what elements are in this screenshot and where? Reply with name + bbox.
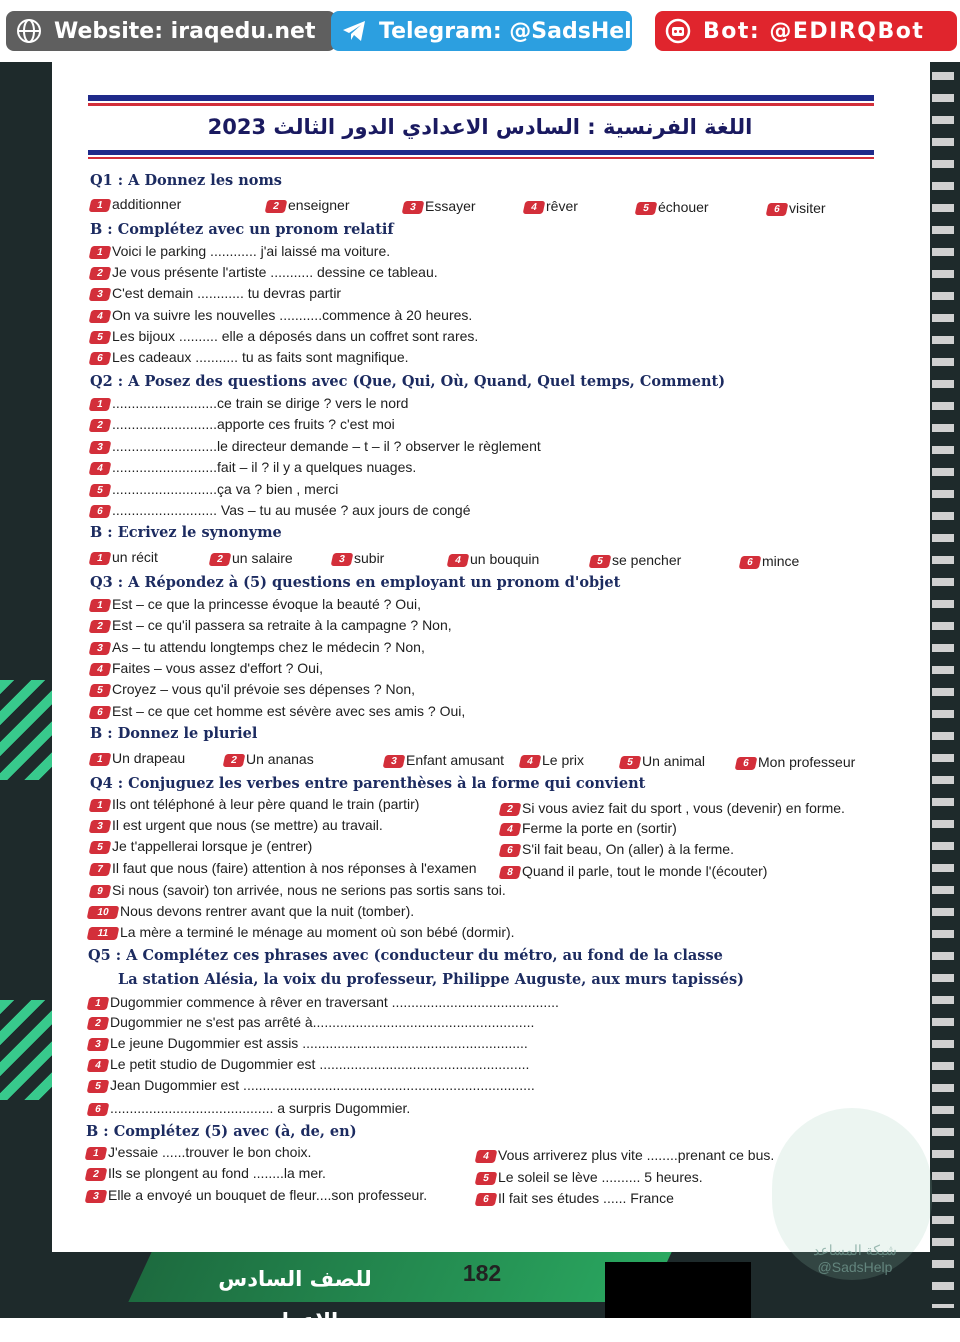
q2-b-item: 2 un salaire <box>210 550 293 566</box>
q3-item: 4 Faites – vous assez d'effort ? Oui, <box>90 660 323 676</box>
q2-b-item: 1 un récit <box>90 549 158 565</box>
q5-b-item: 1 J'essaie ......trouver le bon choix. <box>86 1144 311 1160</box>
q2-b-item: 5 se pencher <box>590 552 681 568</box>
q5-heading-words: La station Alésia, la voix du professeur, Philippe Auguste, aux murs tapissés) <box>118 971 745 988</box>
number-badge: 5 <box>89 331 112 344</box>
number-badge: 4 <box>89 663 112 676</box>
q3-item: 2 Est – ce qu'il passera sa retraite à la campagne ? Non, <box>90 617 452 633</box>
q5-item: 2 Dugommier ne s'est pas arrêté à......................................................... <box>88 1014 534 1030</box>
number-badge: 1 <box>89 552 112 565</box>
paper-sheet <box>52 62 930 1252</box>
number-badge: 5 <box>89 841 112 854</box>
q3-b-item: 3 Enfant amusant <box>384 752 504 768</box>
q2-b-item: 4 un bouquin <box>448 551 539 567</box>
number-badge: 6 <box>766 203 789 216</box>
q1-b-item: 1 Voici le parking ............ j'ai laissé ma voiture. <box>90 243 390 259</box>
website-link[interactable] <box>6 11 336 51</box>
number-badge: 4 <box>447 554 470 567</box>
number-badge: 6 <box>87 1103 110 1116</box>
number-badge: 5 <box>619 756 642 769</box>
q4-item: 11 La mère a terminé le ménage au moment où son bébé (dormir). <box>88 924 515 940</box>
telegram-link[interactable] <box>331 11 648 51</box>
q1-b-item: 3 C'est demain ............ tu devras partir <box>90 285 341 301</box>
number-badge: 3 <box>89 820 112 833</box>
number-badge: 1 <box>89 799 112 812</box>
q4-heading: Q4 : Conjuguez les verbes entre parenthèses à la forme qui convient <box>90 775 646 792</box>
telegram-icon <box>341 18 367 44</box>
q1-b-item: 5 Les bijoux .......... elle a déposés dans un coffret sont rares. <box>90 328 478 344</box>
number-badge: 6 <box>735 757 758 770</box>
q2-item: 3 ...........................le directeur demande – t – il ? observer le règlement <box>90 438 541 454</box>
number-badge: 3 <box>89 441 112 454</box>
q5-b-item: 4 Vous arriverez plus vite ........prenant ce bus. <box>476 1147 774 1163</box>
number-badge: 5 <box>589 555 612 568</box>
q3-item: 3 As – tu attendu longtemps chez le médecin ? Non, <box>90 639 425 655</box>
footer-grade: للصف السادس الاعدادي <box>218 1267 372 1333</box>
q3-b-item: 2 Un ananas <box>224 751 314 767</box>
q2-b-heading: B : Ecrivez le synonyme <box>90 524 282 541</box>
q4-item: 6 S'il fait beau, On (aller) à la ferme. <box>500 841 734 857</box>
number-badge: 2 <box>85 1168 108 1181</box>
number-badge: 4 <box>523 201 546 214</box>
number-badge: 6 <box>89 352 112 365</box>
q2-item: 1 ...........................ce train se dirige ? vers le nord <box>90 395 408 411</box>
number-badge: 3 <box>383 755 406 768</box>
title-rule <box>88 150 874 155</box>
q2-item: 6 ........................... Vas – tu au musée ? aux jours de congé <box>90 502 470 518</box>
decor-ribbon <box>0 680 52 780</box>
q2-item: 5 ...........................ça va ? bien , merci <box>90 481 338 497</box>
number-badge: 3 <box>85 1190 108 1203</box>
q1-item: 6 visiter <box>767 200 826 216</box>
bot-label: Bot: @EDIRQBot <box>703 18 925 44</box>
top-banner <box>0 0 960 62</box>
number-badge: 1 <box>89 599 112 612</box>
number-badge: 2 <box>89 419 112 432</box>
q3-b-heading: B : Donnez le pluriel <box>90 725 258 742</box>
number-badge: 5 <box>89 684 112 697</box>
q4-item: 10 Nous devons rentrer avant que la nuit (tomber). <box>88 903 414 919</box>
number-badge: 2 <box>223 754 246 767</box>
q1-b-item: 2 Je vous présente l'artiste ........... dessine ce tableau. <box>90 264 438 280</box>
number-badge: 2 <box>89 620 112 633</box>
number-badge: 1 <box>89 398 112 411</box>
number-badge: 2 <box>265 200 288 213</box>
q5-b-heading: B : Complétez (5) avec (à, de, en) <box>86 1123 357 1140</box>
number-badge: 2 <box>87 1017 110 1030</box>
q2-item: 2 ...........................apporte ces fruits ? c'est moi <box>90 416 395 432</box>
q5-heading: Q5 : A Complétez ces phrases avec (conducteur du métro, au fond de la classe <box>88 947 723 964</box>
q2-b-item: 3 subir <box>332 550 384 566</box>
q5-item: 1 Dugommier commence à rêver en traversant ........................................... <box>88 994 559 1010</box>
q4-item: 2 Si vous aviez fait du sport , vous (devenir) en forme. <box>500 800 845 816</box>
number-badge: 3 <box>331 553 354 566</box>
q3-b-item: 5 Un animal <box>620 753 705 769</box>
q4-item: 5 Je t'appellerai lorsque je (entrer) <box>90 838 312 854</box>
q1-item: 4 rêver <box>524 198 578 214</box>
q3-heading: Q3 : A Répondez à (5) questions en employant un pronom d'objet <box>90 574 621 591</box>
watermark-text: شبكة المساعد @SadsHelp <box>813 1242 897 1275</box>
number-badge: 5 <box>87 1080 110 1093</box>
number-badge: 4 <box>89 462 112 475</box>
q3-b-item: 6 Mon professeur <box>736 754 855 770</box>
q1-item: 3 Essayer <box>403 198 476 214</box>
q5-item: 6 .......................................... a surpris Dugommier. <box>88 1100 410 1116</box>
number-badge: 2 <box>89 267 112 280</box>
number-badge: 3 <box>89 288 112 301</box>
number-badge: 4 <box>87 1059 110 1072</box>
number-badge: 1 <box>87 997 110 1010</box>
number-badge: 3 <box>87 1038 110 1051</box>
q1-item: 5 échouer <box>636 199 709 215</box>
number-badge: 6 <box>739 556 762 569</box>
q3-item: 6 Est – ce que cet homme est sévère avec ses amis ? Oui, <box>90 703 465 719</box>
q4-item: 8 Quand il parle, tout le monde l'(écouter) <box>500 863 767 879</box>
number-badge: 2 <box>499 803 522 816</box>
number-badge: 4 <box>499 823 522 836</box>
decor-ribbon <box>0 1000 52 1100</box>
q5-b-item: 5 Le soleil se lève .......... 5 heures. <box>476 1169 703 1185</box>
number-badge: 10 <box>87 906 120 919</box>
number-badge: 6 <box>475 1193 498 1206</box>
q4-item: 1 Ils ont téléphoné à leur père quand le train (partir) <box>90 796 419 812</box>
q4-item: 3 Il est urgent que nous (se mettre) au travail. <box>90 817 383 833</box>
number-badge: 4 <box>519 755 542 768</box>
q5-item: 4 Le petit studio de Dugommier est ...................................................... <box>88 1056 529 1072</box>
q3-item: 1 Est – ce que la princesse évoque la beauté ? Oui, <box>90 596 421 612</box>
q1-item: 1 additionner <box>90 196 181 212</box>
q5-item: 3 Le jeune Dugommier est assis .......................................................... <box>88 1035 528 1051</box>
number-badge: 3 <box>89 642 112 655</box>
number-badge: 1 <box>89 199 112 212</box>
q1-heading: Q1 : A Donnez les noms <box>90 172 282 189</box>
q2-heading: Q2 : A Posez des questions avec (Que, Qui, Où, Quand, Quel temps, Comment) <box>90 373 726 390</box>
number-badge: 7 <box>89 863 112 876</box>
q4-item: 9 Si nous (savoir) ton arrivée, nous ne serions pas sortis sans toi. <box>90 882 506 898</box>
q5-b-item: 6 Il fait ses études ...... France <box>476 1190 674 1206</box>
q3-item: 5 Croyez – vous qu'il prévoie ses dépenses ? Non, <box>90 681 415 697</box>
q3-b-item: 1 Un drapeau <box>90 750 185 766</box>
q4-item: 7 Il faut que nous (faire) attention à nos réponses à l'examen <box>90 860 477 876</box>
redaction-block <box>605 1262 751 1318</box>
q1-b-item: 4 On va suivre les nouvelles ...........commence à 20 heures. <box>90 307 472 323</box>
number-badge: 4 <box>89 310 112 323</box>
number-badge: 1 <box>85 1147 108 1160</box>
number-badge: 5 <box>89 484 112 497</box>
page-title: اللغة الفرنسية : السادس الاعدادي الدور الثالث 2023 <box>207 115 753 139</box>
number-badge: 4 <box>475 1150 498 1163</box>
title-rule <box>88 103 874 106</box>
q2-b-item: 6 mince <box>740 553 799 569</box>
q2-item: 4 ...........................fait – il ? il y a quelques nuages. <box>90 459 416 475</box>
telegram-label: Telegram: @SadsHelp <box>379 18 648 44</box>
number-badge: 1 <box>89 753 112 766</box>
q3-b-item: 4 Le prix <box>520 752 584 768</box>
title-rule <box>88 95 874 101</box>
q5-item: 5 Jean Dugommier est ........................................................................... <box>88 1077 535 1093</box>
number-badge: 3 <box>402 201 425 214</box>
q1-b-item: 6 Les cadeaux ........... tu as faits sont magnifique. <box>90 349 409 365</box>
q1-b-heading: B : Complétez avec un pronom relatif <box>90 221 394 238</box>
number-badge: 2 <box>209 553 232 566</box>
bot-icon <box>665 18 691 44</box>
number-badge: 5 <box>635 202 658 215</box>
q5-b-item: 3 Elle a envoyé un bouquet de fleur....son professeur. <box>86 1187 427 1203</box>
title-rule <box>88 157 874 159</box>
number-badge: 8 <box>499 866 522 879</box>
number-badge: 1 <box>89 246 112 259</box>
globe-icon <box>16 18 42 44</box>
number-badge: 6 <box>89 706 112 719</box>
number-badge: 6 <box>89 505 112 518</box>
number-badge: 5 <box>475 1172 498 1185</box>
spiral-binding <box>932 72 954 1308</box>
page-number: 182 <box>462 1260 502 1286</box>
bot-link[interactable] <box>655 11 957 51</box>
number-badge: 11 <box>87 927 120 940</box>
q5-b-item: 2 Ils se plongent au fond ........la mer. <box>86 1165 326 1181</box>
q4-item: 4 Ferme la porte en (sortir) <box>500 820 677 836</box>
website-label: Website: iraqedu.net <box>54 18 316 44</box>
number-badge: 6 <box>499 844 522 857</box>
number-badge: 9 <box>89 885 112 898</box>
q1-item: 2 enseigner <box>266 197 350 213</box>
